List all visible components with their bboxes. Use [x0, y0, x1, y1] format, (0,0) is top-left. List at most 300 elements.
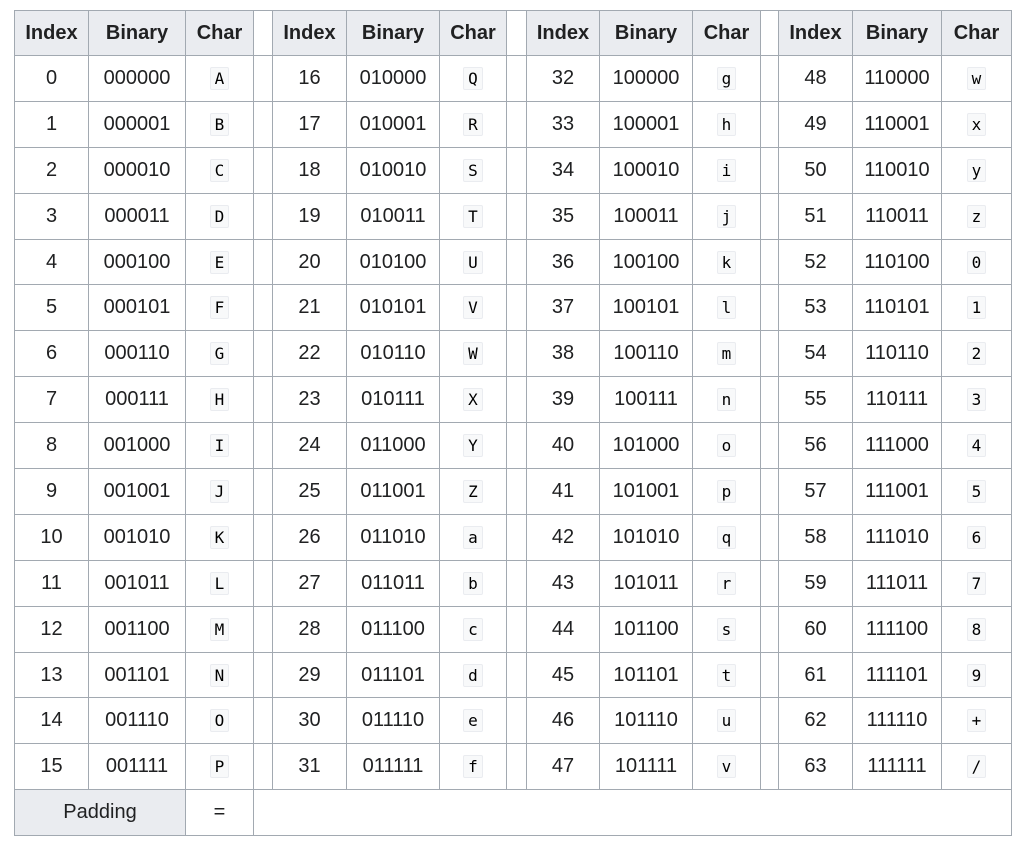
char-code: b [463, 572, 483, 595]
char-code: l [717, 296, 737, 319]
column-gap [507, 744, 527, 790]
column-gap [507, 147, 527, 193]
char-cell [942, 469, 1012, 515]
char-cell [186, 239, 254, 285]
binary-cell: 100010 [600, 147, 693, 193]
char-cell [186, 514, 254, 560]
binary-cell: 011101 [347, 652, 440, 698]
char-cell [693, 285, 761, 331]
index-cell: 11 [15, 560, 89, 606]
binary-cell: 110001 [853, 101, 942, 147]
index-cell: 13 [15, 652, 89, 698]
column-gap [761, 514, 779, 560]
column-gap [507, 56, 527, 102]
index-cell: 54 [779, 331, 853, 377]
index-cell: 23 [273, 377, 347, 423]
char-cell [942, 56, 1012, 102]
binary-cell: 110011 [853, 193, 942, 239]
column-gap [507, 285, 527, 331]
char-cell [186, 101, 254, 147]
index-cell: 25 [273, 469, 347, 515]
column-gap [507, 423, 527, 469]
char-cell [942, 331, 1012, 377]
char-code: r [717, 572, 737, 595]
char-code: t [717, 664, 737, 687]
index-cell: 55 [779, 377, 853, 423]
char-cell [693, 652, 761, 698]
char-cell [186, 331, 254, 377]
char-code: a [463, 526, 483, 549]
char-code: / [967, 755, 987, 778]
binary-cell: 001110 [89, 698, 186, 744]
binary-cell: 000010 [89, 147, 186, 193]
binary-cell: 111101 [853, 652, 942, 698]
binary-cell: 001100 [89, 606, 186, 652]
table-footer [15, 790, 1012, 836]
char-code: F [210, 296, 230, 319]
index-cell: 37 [527, 285, 600, 331]
char-code: 3 [967, 388, 987, 411]
index-cell: 57 [779, 469, 853, 515]
binary-cell: 001000 [89, 423, 186, 469]
char-code: X [463, 388, 483, 411]
column-gap [254, 147, 273, 193]
binary-cell: 101011 [600, 560, 693, 606]
binary-cell: 110110 [853, 331, 942, 377]
index-cell: 1 [15, 101, 89, 147]
index-cell: 53 [779, 285, 853, 331]
table-row [15, 193, 1012, 239]
header-char: Char [186, 11, 254, 56]
binary-cell: 101000 [600, 423, 693, 469]
char-cell [693, 239, 761, 285]
char-cell [186, 652, 254, 698]
table-header [15, 11, 1012, 56]
table-row [15, 331, 1012, 377]
char-code: g [717, 67, 737, 90]
column-gap [254, 285, 273, 331]
char-cell [186, 744, 254, 790]
char-code: i [717, 159, 737, 182]
char-cell [942, 652, 1012, 698]
binary-cell: 100100 [600, 239, 693, 285]
index-cell: 58 [779, 514, 853, 560]
binary-cell: 010110 [347, 331, 440, 377]
char-code: S [463, 159, 483, 182]
header-binary: Binary [600, 11, 693, 56]
index-cell: 9 [15, 469, 89, 515]
column-gap [254, 560, 273, 606]
char-code: E [210, 251, 230, 274]
column-gap [761, 469, 779, 515]
index-cell: 19 [273, 193, 347, 239]
index-cell: 38 [527, 331, 600, 377]
base64-index-table [14, 10, 1012, 836]
char-code: n [717, 388, 737, 411]
header-row [15, 11, 1012, 56]
char-code: w [967, 67, 987, 90]
char-cell [440, 423, 507, 469]
char-cell [942, 744, 1012, 790]
index-cell: 33 [527, 101, 600, 147]
char-code: h [717, 113, 737, 136]
binary-cell: 000110 [89, 331, 186, 377]
binary-cell: 010011 [347, 193, 440, 239]
char-cell [942, 377, 1012, 423]
char-cell [693, 606, 761, 652]
binary-cell: 101101 [600, 652, 693, 698]
char-cell [440, 560, 507, 606]
column-gap [507, 239, 527, 285]
column-gap [254, 239, 273, 285]
char-code: s [717, 618, 737, 641]
column-gap [254, 56, 273, 102]
char-code: L [210, 572, 230, 595]
char-code: P [210, 755, 230, 778]
index-cell: 43 [527, 560, 600, 606]
index-cell: 47 [527, 744, 600, 790]
index-cell: 21 [273, 285, 347, 331]
index-cell: 7 [15, 377, 89, 423]
index-cell: 8 [15, 423, 89, 469]
binary-cell: 001101 [89, 652, 186, 698]
column-gap [761, 606, 779, 652]
index-cell: 10 [15, 514, 89, 560]
char-code: + [967, 709, 987, 732]
column-gap [507, 11, 527, 56]
index-cell: 18 [273, 147, 347, 193]
index-cell: 5 [15, 285, 89, 331]
char-cell [440, 239, 507, 285]
char-code: k [717, 251, 737, 274]
binary-cell: 010101 [347, 285, 440, 331]
char-code: f [463, 755, 483, 778]
header-char: Char [440, 11, 507, 56]
char-code: 6 [967, 526, 987, 549]
index-cell: 52 [779, 239, 853, 285]
header-char: Char [693, 11, 761, 56]
char-code: V [463, 296, 483, 319]
char-cell [186, 377, 254, 423]
char-code: G [210, 342, 230, 365]
char-cell [942, 698, 1012, 744]
index-cell: 16 [273, 56, 347, 102]
table-row [15, 698, 1012, 744]
index-cell: 36 [527, 239, 600, 285]
index-cell: 46 [527, 698, 600, 744]
char-code: x [967, 113, 987, 136]
char-code: R [463, 113, 483, 136]
binary-cell: 010001 [347, 101, 440, 147]
char-code: Q [463, 67, 483, 90]
table-row [15, 514, 1012, 560]
header-index: Index [15, 11, 89, 56]
index-cell: 2 [15, 147, 89, 193]
table-body [15, 56, 1012, 790]
char-cell [942, 147, 1012, 193]
char-cell [693, 698, 761, 744]
char-cell [693, 744, 761, 790]
char-cell [440, 331, 507, 377]
table-row [15, 285, 1012, 331]
column-gap [761, 377, 779, 423]
binary-cell: 011100 [347, 606, 440, 652]
char-cell [942, 423, 1012, 469]
binary-cell: 100001 [600, 101, 693, 147]
column-gap [254, 11, 273, 56]
index-cell: 17 [273, 101, 347, 147]
binary-cell: 011010 [347, 514, 440, 560]
char-cell [440, 744, 507, 790]
char-code: e [463, 709, 483, 732]
column-gap [507, 652, 527, 698]
index-cell: 31 [273, 744, 347, 790]
index-cell: 22 [273, 331, 347, 377]
char-cell [186, 469, 254, 515]
index-cell: 40 [527, 423, 600, 469]
char-code: M [210, 618, 230, 641]
table-row [15, 147, 1012, 193]
padding-empty [254, 790, 1012, 836]
char-cell [942, 514, 1012, 560]
binary-cell: 001111 [89, 744, 186, 790]
index-cell: 30 [273, 698, 347, 744]
table-row [15, 56, 1012, 102]
char-code: 9 [967, 664, 987, 687]
column-gap [254, 744, 273, 790]
binary-cell: 001011 [89, 560, 186, 606]
binary-cell: 010100 [347, 239, 440, 285]
char-code: q [717, 526, 737, 549]
char-cell [440, 469, 507, 515]
header-char: Char [942, 11, 1012, 56]
table-row [15, 560, 1012, 606]
char-cell [693, 560, 761, 606]
char-cell [186, 285, 254, 331]
binary-cell: 111111 [853, 744, 942, 790]
index-cell: 28 [273, 606, 347, 652]
char-cell [440, 101, 507, 147]
char-code: 7 [967, 572, 987, 595]
char-cell [186, 606, 254, 652]
table-row [15, 606, 1012, 652]
column-gap [761, 423, 779, 469]
index-cell: 56 [779, 423, 853, 469]
padding-row [15, 790, 1012, 836]
index-cell: 27 [273, 560, 347, 606]
char-code: D [210, 205, 230, 228]
table-row [15, 101, 1012, 147]
index-cell: 20 [273, 239, 347, 285]
header-index: Index [273, 11, 347, 56]
column-gap [254, 606, 273, 652]
char-cell [440, 377, 507, 423]
column-gap [254, 331, 273, 377]
padding-char-cell [186, 790, 254, 836]
index-cell: 60 [779, 606, 853, 652]
column-gap [254, 423, 273, 469]
column-gap [761, 331, 779, 377]
char-code: J [210, 480, 230, 503]
char-code: Z [463, 480, 483, 503]
char-cell [440, 514, 507, 560]
binary-cell: 101100 [600, 606, 693, 652]
padding-label: Padding [15, 790, 186, 836]
char-code: 5 [967, 480, 987, 503]
char-cell [693, 423, 761, 469]
char-code: 2 [967, 342, 987, 365]
table-row [15, 652, 1012, 698]
char-cell [186, 423, 254, 469]
char-cell [693, 331, 761, 377]
char-code: y [967, 159, 987, 182]
column-gap [507, 560, 527, 606]
char-cell [440, 193, 507, 239]
char-cell [186, 56, 254, 102]
char-cell [440, 147, 507, 193]
char-code: c [463, 618, 483, 641]
column-gap [761, 285, 779, 331]
char-code: B [210, 113, 230, 136]
char-code: j [717, 205, 737, 228]
char-code: d [463, 664, 483, 687]
column-gap [507, 606, 527, 652]
binary-cell: 111000 [853, 423, 942, 469]
header-index: Index [527, 11, 600, 56]
index-cell: 50 [779, 147, 853, 193]
table-row [15, 239, 1012, 285]
binary-cell: 111110 [853, 698, 942, 744]
index-cell: 59 [779, 560, 853, 606]
binary-cell: 011000 [347, 423, 440, 469]
char-code: W [463, 342, 483, 365]
index-cell: 51 [779, 193, 853, 239]
binary-cell: 111001 [853, 469, 942, 515]
column-gap [254, 469, 273, 515]
binary-cell: 101111 [600, 744, 693, 790]
index-cell: 44 [527, 606, 600, 652]
binary-cell: 000000 [89, 56, 186, 102]
index-cell: 61 [779, 652, 853, 698]
table-row [15, 469, 1012, 515]
index-cell: 3 [15, 193, 89, 239]
binary-cell: 110000 [853, 56, 942, 102]
column-gap [761, 11, 779, 56]
char-cell [693, 193, 761, 239]
column-gap [761, 101, 779, 147]
header-binary: Binary [89, 11, 186, 56]
column-gap [507, 514, 527, 560]
char-code: H [210, 388, 230, 411]
char-cell [693, 147, 761, 193]
char-code: z [967, 205, 987, 228]
index-cell: 4 [15, 239, 89, 285]
index-cell: 29 [273, 652, 347, 698]
char-code: p [717, 480, 737, 503]
column-gap [507, 377, 527, 423]
binary-cell: 100000 [600, 56, 693, 102]
char-cell [693, 469, 761, 515]
char-code: A [210, 67, 230, 90]
char-cell [186, 147, 254, 193]
char-cell [693, 377, 761, 423]
column-gap [254, 652, 273, 698]
char-code: 0 [967, 251, 987, 274]
binary-cell: 011011 [347, 560, 440, 606]
column-gap [761, 147, 779, 193]
char-cell [186, 560, 254, 606]
index-cell: 12 [15, 606, 89, 652]
binary-cell: 010010 [347, 147, 440, 193]
binary-cell: 010000 [347, 56, 440, 102]
char-cell [942, 606, 1012, 652]
char-cell [942, 285, 1012, 331]
binary-cell: 101010 [600, 514, 693, 560]
binary-cell: 001010 [89, 514, 186, 560]
char-code: u [717, 709, 737, 732]
index-cell: 34 [527, 147, 600, 193]
index-cell: 6 [15, 331, 89, 377]
char-code: K [210, 526, 230, 549]
column-gap [761, 698, 779, 744]
char-code: 8 [967, 618, 987, 641]
header-index: Index [779, 11, 853, 56]
binary-cell: 110111 [853, 377, 942, 423]
index-cell: 15 [15, 744, 89, 790]
column-gap [254, 698, 273, 744]
index-cell: 39 [527, 377, 600, 423]
char-cell [693, 56, 761, 102]
binary-cell: 100101 [600, 285, 693, 331]
binary-cell: 011111 [347, 744, 440, 790]
binary-cell: 111011 [853, 560, 942, 606]
binary-cell: 111100 [853, 606, 942, 652]
column-gap [761, 560, 779, 606]
binary-cell: 010111 [347, 377, 440, 423]
char-code: v [717, 755, 737, 778]
char-cell [693, 514, 761, 560]
char-code: U [463, 251, 483, 274]
header-binary: Binary [853, 11, 942, 56]
column-gap [507, 331, 527, 377]
char-code: O [210, 709, 230, 732]
char-code: I [210, 434, 230, 457]
column-gap [254, 193, 273, 239]
column-gap [761, 193, 779, 239]
char-cell [942, 101, 1012, 147]
index-cell: 49 [779, 101, 853, 147]
char-code: 1 [967, 296, 987, 319]
index-cell: 48 [779, 56, 853, 102]
binary-cell: 011001 [347, 469, 440, 515]
binary-cell: 110100 [853, 239, 942, 285]
char-cell [440, 652, 507, 698]
column-gap [761, 744, 779, 790]
binary-cell: 000111 [89, 377, 186, 423]
binary-cell: 000100 [89, 239, 186, 285]
char-code: Y [463, 434, 483, 457]
char-cell [440, 285, 507, 331]
char-code: m [717, 342, 737, 365]
binary-cell: 100110 [600, 331, 693, 377]
column-gap [254, 377, 273, 423]
binary-cell: 001001 [89, 469, 186, 515]
index-cell: 45 [527, 652, 600, 698]
binary-cell: 000001 [89, 101, 186, 147]
binary-cell: 110010 [853, 147, 942, 193]
header-binary: Binary [347, 11, 440, 56]
column-gap [761, 652, 779, 698]
